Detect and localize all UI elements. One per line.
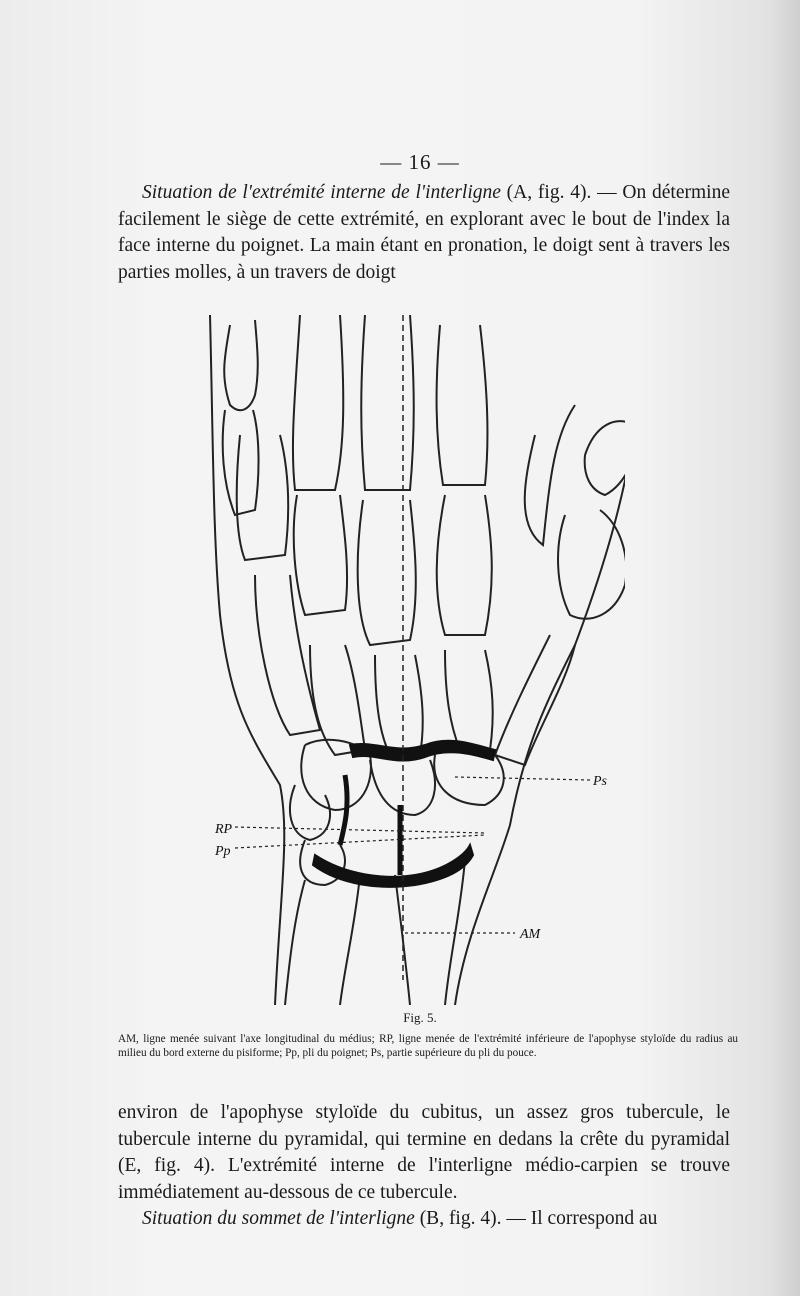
hand-outline xyxy=(210,315,284,1005)
page-number: — 16 — xyxy=(380,150,460,174)
figure-caption: AM, ligne menée suivant l'axe longitudinal du médius; RP, ligne menée de l'extrémité inférieure de l'apophyse styloïde du radius au milieu du bord externe du pisiforme; Pp, pli du poignet; Ps, partie supérieure du pli du pouce. xyxy=(118,1033,738,1059)
line-rp xyxy=(235,827,485,833)
label-rp: RP xyxy=(215,822,233,837)
paragraph-bottom-text-2: (B, fig. 4). — Il correspond au xyxy=(414,1208,658,1229)
paragraph-top-italic-lead: Situation de l'extrémité interne de l'interligne xyxy=(142,182,501,203)
label-pp: Pp xyxy=(215,844,231,859)
label-ps: Ps xyxy=(593,774,607,789)
paragraph-top xyxy=(118,180,730,286)
radiocarpal-joint-line xyxy=(313,845,473,887)
paragraph-bottom-italic-lead: Situation du sommet de l'interligne xyxy=(142,1208,415,1229)
label-am: AM xyxy=(520,927,541,942)
line-pp xyxy=(235,835,485,848)
paragraph-bottom xyxy=(118,1100,730,1233)
figure-title: Fig. 5. xyxy=(403,1010,437,1025)
hand-skeleton-figure xyxy=(195,315,625,1005)
line-ps xyxy=(455,777,590,780)
hand-outline-right xyxy=(455,405,625,1005)
paragraph-top-text: (A, fig. 4). — On détermine facilement le siège de cette extrémité, en explorant avec le bout de l'index la face interne du poignet. La main étant en pronation, le doigt sent à travers les parties molles, à un travers de doigt xyxy=(118,182,730,283)
paragraph-bottom-text: environ de l'apophyse styloïde du cubitus, un assez gros tubercule, le tubercule interne du pyramidal, qui termine en dedans la crête du pyramidal (E, fig. 4). L'extrémité interne de l'interligne médio-carpien se trouve immédiatement au-dessous de ce tubercule. xyxy=(118,1102,730,1203)
